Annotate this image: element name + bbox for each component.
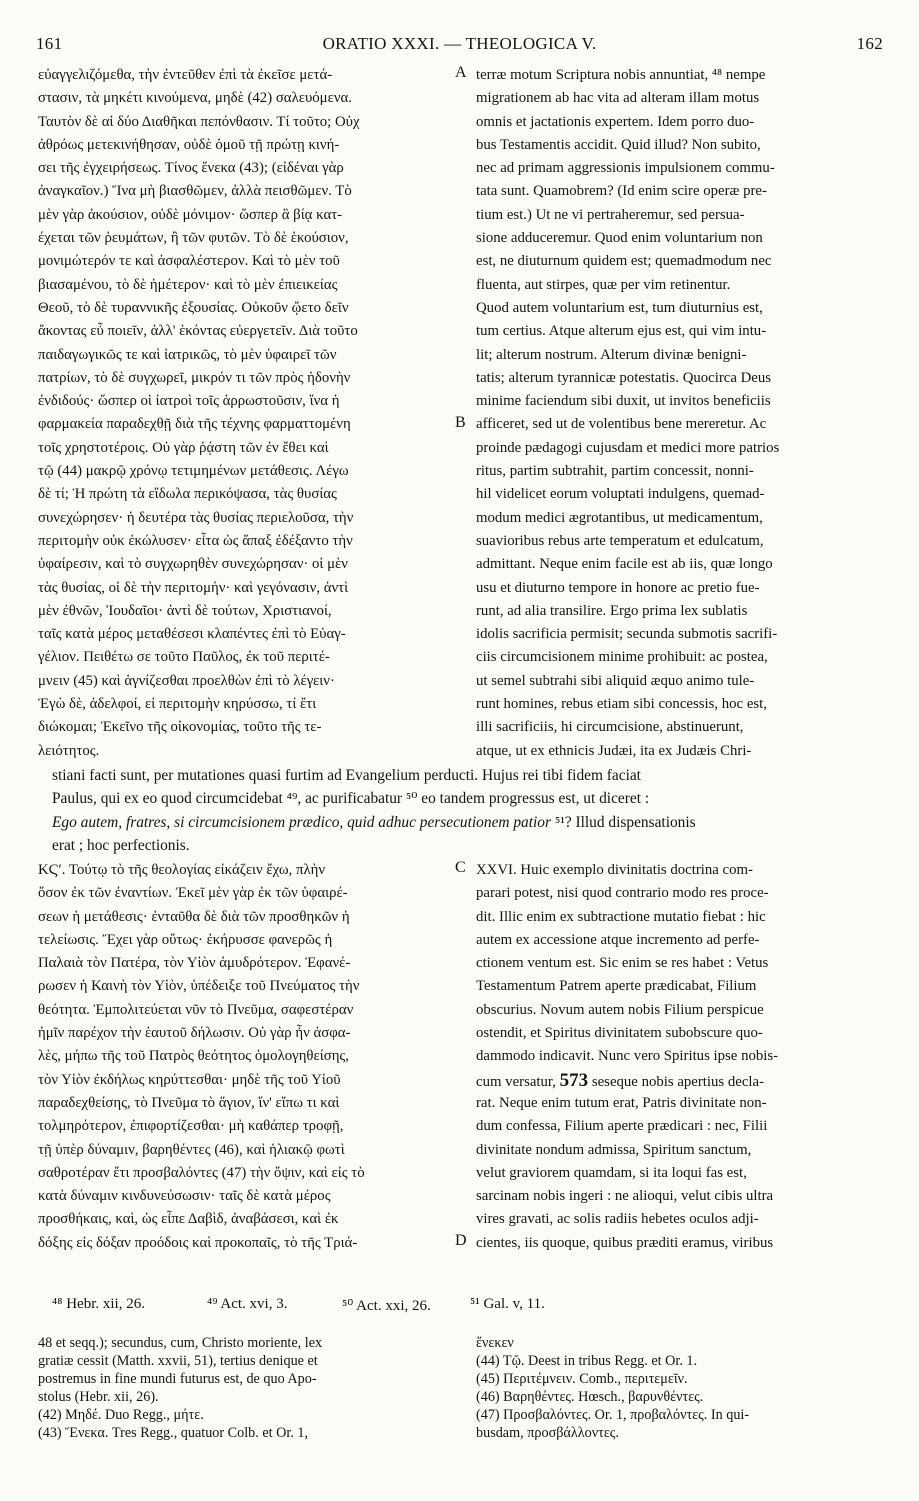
footnote-49: ⁴⁹ Act. xvi, 3.: [207, 1296, 288, 1312]
greek-line: μνειν (45) καὶ ἁγνίζεσθαι προελθὼν ἐπὶ τὸ λέγειν·: [38, 672, 335, 689]
latin-line: nec ad primam aggressionis impulsionem commu-: [476, 160, 775, 177]
greek-line: βιασαμένου, τὸ δὲ ἡμέτερον· καὶ τὸ μὲν ἐπιεικείας: [38, 276, 338, 293]
greek-line: πατρίων, τὸ δὲ συγχωρεῖ, μικρόν τι τῶν πρὸς ἡδονὴν: [38, 369, 351, 386]
latin-line: sarcinam nobis ingeri : ne alioqui, velut cibis ultra: [476, 1188, 774, 1205]
latin-line: atque, ut ex ethnicis Judæi, ita ex Judæis Chri-: [476, 742, 752, 759]
note-line: (45) Περιτέμνειν. Comb., περιτεμεῖν.: [476, 1371, 688, 1387]
greek-line: έχεται τῶν ῥευμάτων, ἢ τῶν φυτῶν. Τὸ δὲ ἑκούσιον,: [38, 230, 349, 247]
greek-line: Ἐγὼ δὲ, ἀδελφοί, εἰ περιτομὴν κηρύσσω, τί ἔτι: [38, 696, 317, 713]
greek-line: ἀναγκαῖον.) Ἵνα μὴ βιασθῶμεν, ἀλλὰ πεισθῶμεν. Τὸ: [38, 183, 352, 200]
latin-line: modum medici ægrotantibus, ut medicamentum,: [476, 509, 763, 526]
latin-line: divinitate nondum admissa, Spiritum sanctum,: [476, 1141, 752, 1158]
full-line: erat ; hoc perfectionis.: [52, 836, 190, 854]
greek-line: λὲς, μήπω τῆς τοῦ Πατρὸς θεότητος ὁμολογηθείσης,: [38, 1048, 349, 1065]
note-line: (47) Προσβαλόντες. Or. 1, προβαλόντες. In qui-: [476, 1407, 750, 1423]
greek-line: γέλιον. Πειθέτω σε τοῦτο Παῦλος, ἐκ τοῦ περιτέ-: [38, 649, 330, 666]
greek-line: δόξης εἰς δόξαν προόδοις καὶ προκοπαῖς, τὸ τῆς Τριά-: [38, 1234, 358, 1251]
greek-line: παιδαγωγικῶς τε καὶ ἰατρικῶς, τὸ μὲν ὑφαιρεῖ τῶν: [38, 346, 337, 363]
note-line: postremus in fine mundi futurus est, de quo Apo-: [38, 1371, 317, 1387]
greek-line: ἐνδιδούς· ὥσπερ οἱ ἰατροὶ τοῖς ἀρρωστοῦσιν, ἵνα ἡ: [38, 393, 340, 410]
note-line: busdam, προσβάλλοντες.: [476, 1425, 619, 1441]
note-line: stolus (Hebr. xii, 26).: [38, 1389, 159, 1405]
column-number: 573: [559, 1069, 589, 1091]
latin-line: hil videlicet eorum voluptati indulgens, quemad-: [476, 486, 765, 503]
greek-line: μονιμώτερόν τε καὶ ἀσφαλέστερον. Καὶ τὸ μὲν τοῦ: [38, 253, 340, 270]
margin-letter-a: A: [455, 64, 467, 81]
greek-line: κατὰ δύναμιν κινδυνεύσωσιν· ταῖς δὲ κατὰ μέρος: [38, 1188, 331, 1205]
latin-line: autem ex accessione atque incremento ad perfe-: [476, 931, 760, 948]
latin-line: illi sacrificiis, hi circumcisione, abstinuerunt,: [476, 719, 744, 736]
full-width-paragraph: [52, 764, 880, 857]
page-number-right: 162: [856, 34, 883, 53]
latin-line: Testamentum Patrem aperte prædicabat, Filium: [476, 978, 757, 995]
greek-line: τοῖς χρηστοτέροις. Οὐ γὰρ ῥᾴστη τῶν ἐν ἔθει καὶ: [38, 439, 329, 456]
latin-line: dammodo indicavit. Nunc vero Spiritus ipse nobis-: [476, 1048, 779, 1065]
greek-line: σει τῆς ἐγχειρήσεως. Τίνος ἕνεκα (43); (εἰδέναι γὰρ: [38, 160, 344, 177]
latin-line: fluenta, aut stirpes, quæ per vim retinentur.: [476, 276, 731, 293]
greek-line: λειότητος.: [38, 742, 100, 759]
latin-line: minime faciendum sibi duxit, ut invitos beneficiis: [476, 393, 771, 410]
latin-line: [476, 1069, 880, 1092]
latin-line: dum confessa, Filium aperte prædicari : nec, Filii: [476, 1118, 768, 1135]
footnote-references: [52, 1296, 880, 1318]
latin-line: ctionem ventum est. Sic enim se res habet : Vetus: [476, 955, 769, 972]
greek-line: μὲν ἐθνῶν, Ἰουδαῖοι· ἀντὶ δὲ τούτων, Χριστιανοί,: [38, 602, 332, 619]
greek-line: παραδεχθείσης, τὸ Πνεῦμα τὸ ἅγιον, ἵν' εἴπω τι καὶ: [38, 1094, 340, 1111]
latin-line: tatis; alterum tyrannicæ potestatis. Quocirca Deus: [476, 369, 772, 386]
greek-line: προσθήκαις, καὶ, ὡς εἶπε Δαβὶδ, ἀναβάσεσι, καὶ ἐκ: [38, 1211, 339, 1228]
note-line: (44) Τῷ. Deest in tribus Regg. et Or. 1.: [476, 1353, 698, 1369]
latin-line: runt, ad alia transilire. Ergo prima lex sublatis: [476, 602, 748, 619]
latin-line: est, ne diuturnum quidem est; quemadmodum nec: [476, 253, 772, 270]
latin-line: ciis circumcisionem minime prohibuit: ac postea,: [476, 649, 768, 666]
margin-letter-c: C: [455, 859, 466, 876]
greek-line: ταῖς κατὰ μέρος μεταθέσεσι κλαπέντες ἐπὶ τὸ Εὐαγ-: [38, 626, 346, 643]
latin-fragment: cum versatur,: [476, 1073, 556, 1090]
greek-line: τῷ (44) μακρῷ χρόνῳ τετιμημένων μετάθεσις. Λέγω: [38, 463, 349, 480]
greek-line: διώκομαι; Ἐκεῖνο τῆς οἰκονομίας, τοῦτο τῆς τε-: [38, 719, 322, 736]
note-line: gratiæ cessit (Matth. xxvii, 51), tertius denique et: [38, 1353, 318, 1369]
latin-line: rat. Neque enim tutum erat, Patris divinitate non-: [476, 1094, 767, 1111]
latin-fragment: seseque nobis apertius decla-: [591, 1073, 765, 1090]
latin-line: afficeret, sed ut de volentibus bene mereretur. Ac: [476, 416, 767, 433]
quote-tail: ⁵¹? Illud dispensationis: [551, 813, 696, 831]
greek-line: θεότητα. Ἐμπολιτεύεται νῦν τὸ Πνεῦμα, σαφεστέραν: [38, 1001, 354, 1018]
latin-line: parari potest, nisi quod contrario modo res proce-: [476, 885, 769, 902]
latin-line: vires gravati, ac solis radiis hebetes oculos adji-: [476, 1211, 759, 1228]
latin-line: XXVI. Huic exemplo divinitatis doctrina com-: [476, 862, 753, 878]
latin-line: terræ motum Scriptura nobis annuntiat, ⁴⁸ nempe: [476, 67, 766, 83]
greek-line: δὲ τί; Ἡ πρώτη τὰ εἴδωλα περικόψασα, τὰς θυσίας: [38, 486, 337, 503]
greek-line: συνεχώρησεν· ἡ δευτέρα τὰς θυσίας περιελοῦσα, τὴν: [38, 509, 354, 526]
greek-line: τολμηρότερον, ἐπιφορτίζεσθαι· μὴ καθάπερ τροφῇ,: [38, 1118, 344, 1135]
greek-line: σαθροτέραν ἔτι προσβαλόντες (47) τὴν ὄψιν, καὶ εἰς τὸ: [38, 1164, 365, 1181]
page-number-left: 161: [36, 34, 63, 53]
full-line: [52, 811, 880, 834]
full-line: Paulus, qui ex eo quod circumcidebat ⁴⁹, ac purificabatur ⁵⁰ eo tandem progressus est, ut diceret :: [52, 790, 650, 808]
greek-line: ἄκοντας εὖ ποιεῖν, ἀλλ' ἑκόντας εὐεργετεῖν. Διὰ τοῦτο: [38, 323, 358, 340]
latin-line: Quod autem voluntarium est, tum diuturnius est,: [476, 299, 763, 316]
footnote-48: ⁴⁸ Hebr. xii, 26.: [52, 1296, 145, 1312]
greek-line: ἀθρόως μετεκινήθησαν, οὐδὲ ὁμοῦ τῇ πρώτῃ κινή-: [38, 136, 340, 153]
latin-line: velut graviorem quamdam, si ita loqui fas est,: [476, 1164, 747, 1181]
latin-line: migrationem ab hac vita ad alteram illam motus: [476, 90, 760, 107]
greek-line: εὐαγγελιζόμεθα, τὴν ἐντεῦθεν ἐπὶ τὰ ἐκεῖσε μετά-: [38, 67, 333, 83]
notes-right: [476, 1334, 880, 1442]
latin-column-top: [476, 64, 880, 763]
greek-line: ὑφαίρεσιν, καὶ τὸ συγχωρηθὲν συνεχώρησαν· οἱ μὲν: [38, 556, 348, 573]
greek-line: ΚϚʹ. Τούτῳ τὸ τῆς θεολογίας εἰκάζειν ἔχω, πλὴν: [38, 862, 326, 878]
greek-line: μὲν γὰρ ἀκούσιον, οὐδὲ μόνιμον· ὥσπερ ἃ βίᾳ κατ-: [38, 206, 343, 223]
latin-line: lit; alterum nostrum. Alterum divinæ benigni-: [476, 346, 747, 363]
greek-line: Παλαιὰ τὸν Πατέρα, τὸν Υἱὸν ἀμυδρότερον. Ἐφανέ-: [38, 955, 351, 972]
latin-line: ut semel subtrahi sibi aliquid æquo animo tule-: [476, 672, 755, 689]
greek-line: ἡμῖν παρέχον τὴν ἑαυτοῦ δήλωσιν. Οὐ γὰρ ἦν ἀσφα-: [38, 1025, 351, 1042]
latin-line: tata sunt. Quamobrem? (Id enim scire operæ pre-: [476, 183, 767, 200]
latin-line: ritus, partim subtrahit, partim concessit, nonni-: [476, 463, 754, 480]
greek-line: φαρμακεία παραδεχθῇ διὰ τῆς τέχνης φαρματτομένη: [38, 416, 351, 433]
latin-line: omnis et jactationis expertem. Idem porro duo-: [476, 113, 755, 130]
greek-line: Θεοῦ, τὸ δὲ τυραννικῆς ἐξουσίας. Οὐκοῦν ᾤετο δεῖν: [38, 299, 349, 316]
footnote-51: ⁵¹ Gal. v, 11.: [470, 1296, 545, 1312]
note-line: (46) Βαρηθέντες. Hœsch., βαρυνθέντες.: [476, 1389, 704, 1405]
margin-letter-b: B: [455, 414, 466, 431]
page-header: [36, 34, 883, 56]
greek-column-bottom: [38, 859, 454, 1255]
latin-line: obscurius. Novum autem nobis Filium perspicue: [476, 1001, 764, 1018]
latin-line: sione adduceremur. Quod enim voluntarium non: [476, 230, 763, 247]
margin-letter-d: D: [455, 1232, 467, 1249]
running-title: ORATIO XXXI. — THEOLOGICA V.: [322, 34, 597, 53]
latin-line: proinde pædagogi cujusdam et medici more patrios: [476, 439, 780, 456]
latin-line: cientes, iis quoque, quibus præditi eramus, viribus: [476, 1234, 774, 1251]
note-line: (42) Μηδέ. Duo Regg., μήτε.: [38, 1407, 204, 1423]
full-line: stiani facti sunt, per mutationes quasi furtim ad Evangelium perducti. Hujus rei tibi fidem faciat: [52, 767, 641, 784]
footnote-50: ⁵⁰ Act. xxi, 26.: [342, 1298, 431, 1314]
note-line: (43) Ἕνεκα. Tres Regg., quatuor Colb. et Or. 1,: [38, 1425, 309, 1441]
greek-line: Ταυτὸν δὲ αἱ δύο Διαθῆκαι πεπόνθασιν. Τί τοῦτο; Οὐχ: [38, 113, 360, 130]
latin-line: usu et diuturno tempore in honore ac pretio fue-: [476, 579, 760, 596]
greek-line: τὰς θυσίας, οἱ δὲ τὴν περιτομήν· καὶ γεγόνασιν, ἀντὶ: [38, 579, 349, 596]
latin-line: ostendit, et Spiritus divinitatem subobscure quo-: [476, 1025, 763, 1042]
note-line: ἕνεκεν: [476, 1335, 514, 1351]
greek-line: στασιν, τὰ μηκέτι κινούμενα, μηδὲ (42) σαλευόμενα.: [38, 90, 352, 107]
greek-line: ὅσον ἐκ τῶν ἐναντίων. Ἐκεῖ μὲν γὰρ ἐκ τῶν ὑφαιρέ-: [38, 885, 348, 902]
latin-column-bottom: [476, 859, 880, 1255]
greek-column-top: [38, 64, 454, 763]
greek-line: σεων ἡ μετάθεσις· ἐνταῦθα δὲ διὰ τῶν προσθηκῶν ἡ: [38, 908, 350, 925]
latin-line: bus Testamentis accidit. Quid illud? Non subito,: [476, 136, 761, 153]
greek-line: περιτομὴν οὐκ ἐκώλυσεν· εἶτα ὡς ἅπαξ ἐδέξαντο τὴν: [38, 532, 353, 549]
note-line: 48 et seqq.); secundus, cum, Christo moriente, lex: [38, 1335, 323, 1351]
notes-left: [38, 1334, 454, 1442]
latin-line: suavioribus rebus arte temperatum et edulcatum,: [476, 532, 764, 549]
greek-line: ρωσεν ἡ Καινὴ τὸν Υἱὸν, ὑπέδειξε τοῦ Πνεύματος τὴν: [38, 978, 360, 995]
latin-line: dit. Illic enim ex subtractione mutatio fiebat : hic: [476, 908, 766, 925]
scripture-quote: Ego autem, fratres, si circumcisionem prædico, quid adhuc persecutionem patior: [52, 813, 551, 831]
latin-line: idolis sacrificia permisit; secunda submotis sacrifi-: [476, 626, 778, 643]
latin-line: tum certius. Atque alterum ejus est, qui vim intu-: [476, 323, 767, 340]
greek-line: τελείωσις. Ἔχει γὰρ οὕτως· ἐκήρυσσε φανερῶς ἡ: [38, 931, 333, 948]
greek-line: τῇ ὑπὲρ δύναμιν, βαρηθέντες (46), καὶ ἡλιακῷ φωτὶ: [38, 1141, 345, 1158]
latin-line: admittant. Neque enim facile est ab iis, quæ longo: [476, 556, 773, 573]
greek-line: τὸν Υἱὸν ἐκδήλως κηρύττεσθαι· μηδὲ τῆς τοῦ Υἱοῦ: [38, 1071, 341, 1088]
latin-line: runt homines, rebus etiam sibi concessis, hoc est,: [476, 696, 767, 713]
latin-line: tium est.) Ut ne vi pertraheremur, sed persua-: [476, 206, 745, 223]
